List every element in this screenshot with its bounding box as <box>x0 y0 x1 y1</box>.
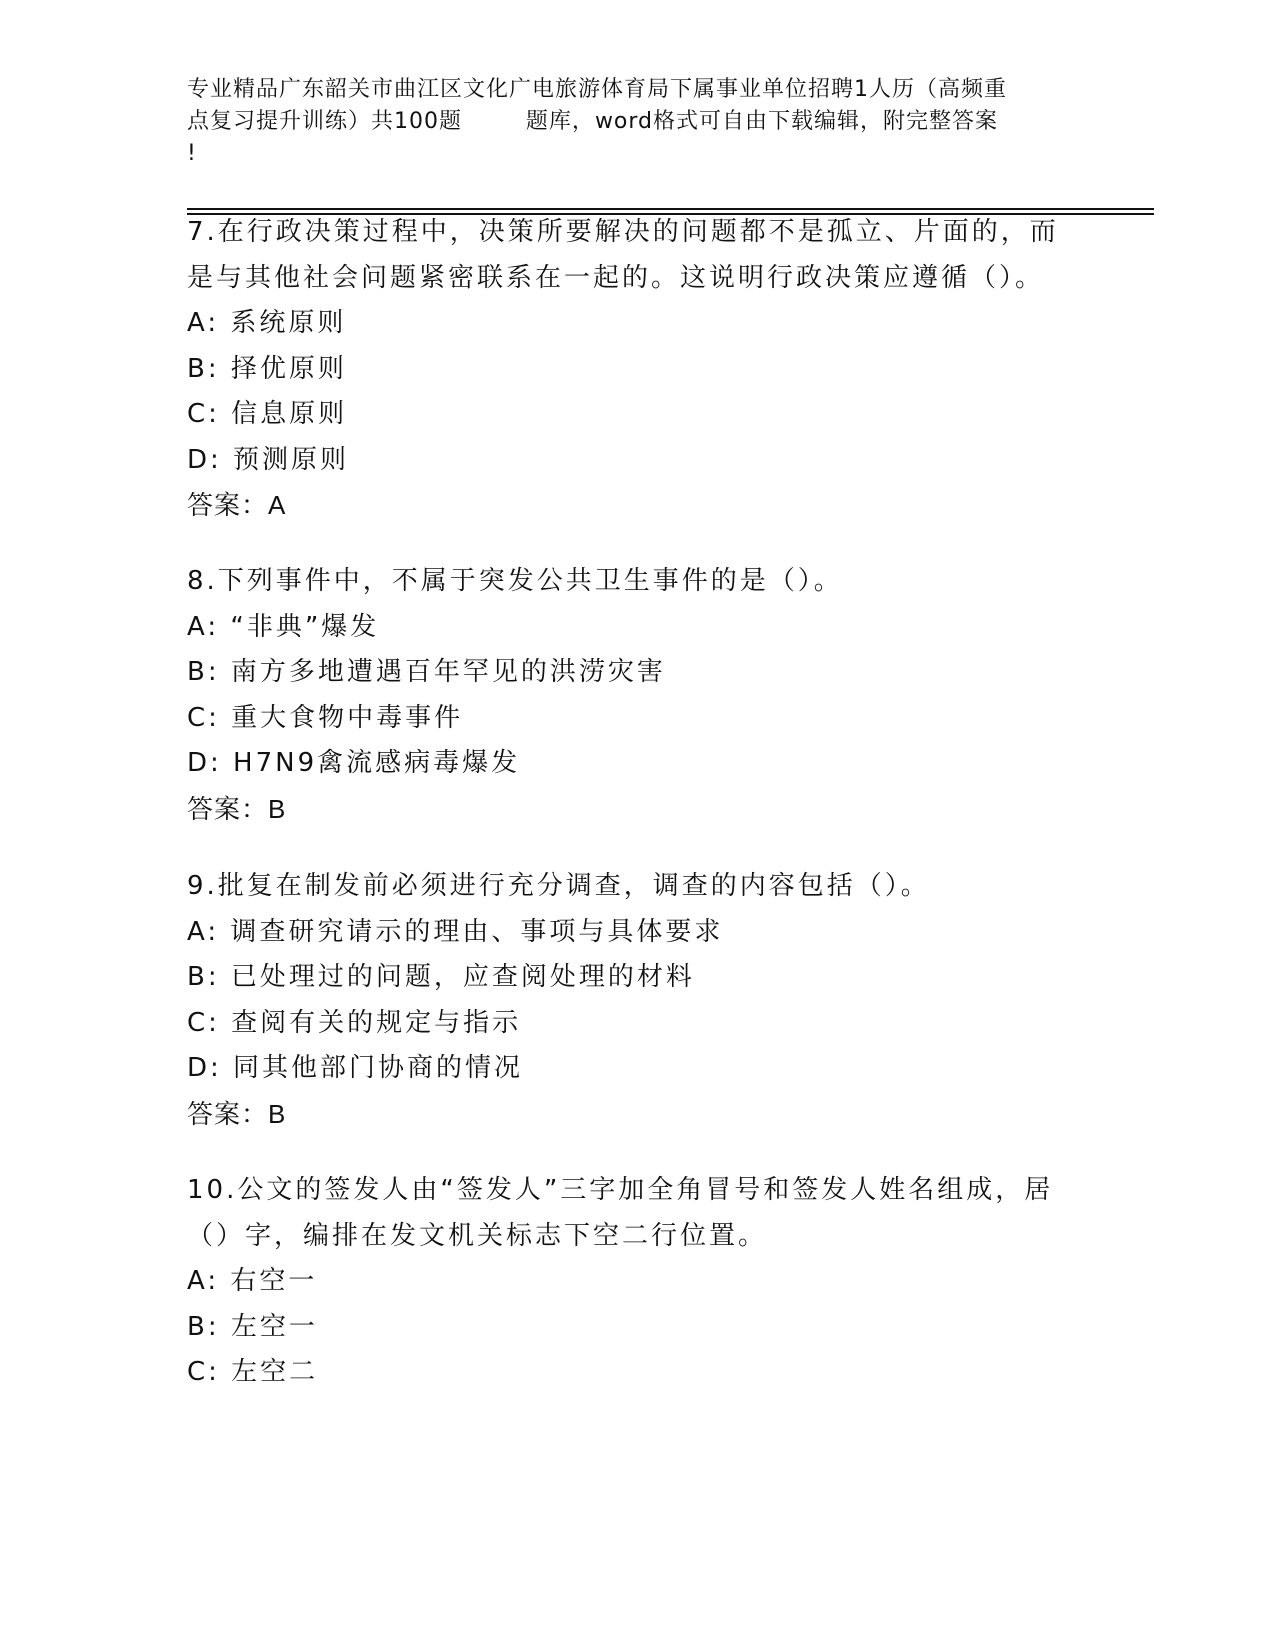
header-line: ! <box>187 141 197 166</box>
option-d: D: 预测原则 <box>187 444 350 475</box>
header-line: 点复习提升训练）共100题 题库，word格式可自由下载编辑，附完整答案 <box>187 109 999 134</box>
option-b: B: 已处理过的问题，应查阅处理的材料 <box>187 962 695 992</box>
option-c: C: 重大食物中毒事件 <box>187 702 464 733</box>
question-stem: （）字，编排在发文机关标志下空二行位置。 <box>187 1220 768 1251</box>
option-d: D: H7N9禽流感病毒爆发 <box>187 748 521 778</box>
question-9 <box>187 864 1147 1137</box>
option-b: B: 南方多地遭遇百年罕见的洪涝灾害 <box>187 657 666 687</box>
option-c: C: 信息原则 <box>187 399 348 429</box>
document-header <box>187 74 1087 170</box>
question-8 <box>187 559 1147 832</box>
question-7 <box>187 210 1147 529</box>
answer: 答案：B <box>187 1098 287 1129</box>
option-b: B: 择优原则 <box>187 353 347 384</box>
option-c: C: 左空二 <box>187 1357 319 1387</box>
question-10 <box>187 1168 1147 1396</box>
option-c: C: 查阅有关的规定与指示 <box>187 1007 522 1038</box>
option-a: A: 右空一 <box>187 1266 318 1296</box>
option-a: A: 调查研究请示的理由、事项与具体要求 <box>187 916 724 947</box>
option-a: A: “非典”爆发 <box>187 611 380 642</box>
answer: 答案：A <box>187 490 287 520</box>
option-a: A: 系统原则 <box>187 308 347 338</box>
option-b: B: 左空一 <box>187 1311 318 1342</box>
question-stem: 7.在行政决策过程中，决策所要解决的问题都不是孤立、片面的，而 <box>187 217 1059 247</box>
option-d: D: 同其他部门协商的情况 <box>187 1053 524 1083</box>
question-stem: 是与其他社会问题紧密联系在一起的。这说明行政决策应遵循（）。 <box>187 262 1045 293</box>
question-stem: 10.公文的签发人由“签发人”三字加全角冒号和签发人姓名组成，居 <box>187 1175 1054 1205</box>
header-line: 专业精品广东韶关市曲江区文化广电旅游体育局下属事业单位招聘1人历（高频重 <box>187 77 1007 102</box>
answer: 答案：B <box>187 793 287 824</box>
question-stem: 8.下列事件中，不属于突发公共卫生事件的是（）。 <box>187 566 843 596</box>
question-stem: 9.批复在制发前必须进行充分调查，调查的内容包括（）。 <box>187 871 930 901</box>
